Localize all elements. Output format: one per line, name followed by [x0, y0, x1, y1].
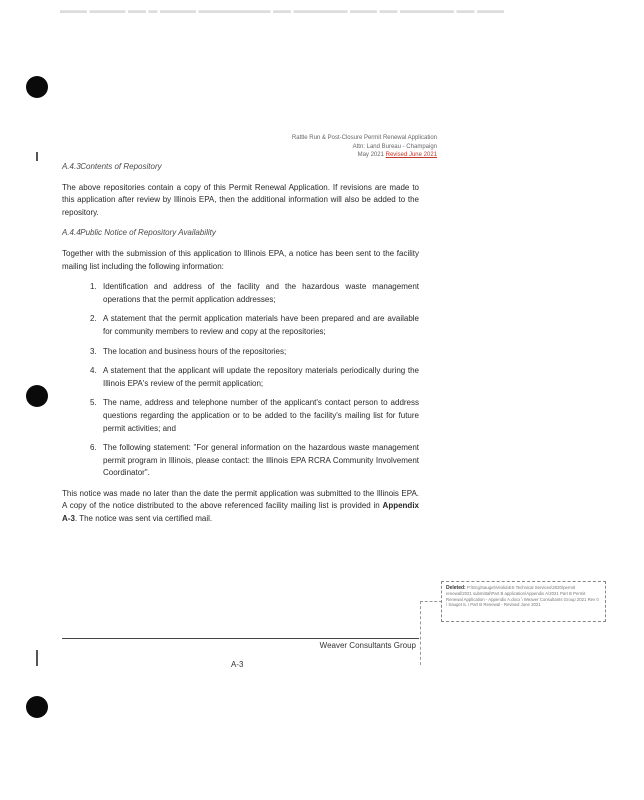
section-number: A.4.3: [62, 162, 81, 171]
section-number: A.4.4: [62, 228, 81, 238]
paragraph-contents: The above repositories contain a copy of this Permit Renewal Application. If revisions are made to this application after review by Illinois EPA, then the additional information will also be added to the repository.: [62, 182, 419, 217]
list-item: 6. The following statement: "For general information on the hazardous waste management permit program in Illinois, please contact: the Illinois EPA RCRA Community Involvement Coordinator".: [90, 443, 419, 478]
running-header: [292, 134, 437, 160]
deleted-text: P:\Eng\Sauget\Veolia\ES Technical Services\2020\permit renewal\2021 submittal\Part B application\Appendix A\2021 Part B Permit Renewal Application - Appendix A.docx \ Weaver Consultants Group 2021 Rev 0 \ Sauget IL \ Part B Renewal - Revised June 2021: [446, 585, 599, 608]
list-item: 1. Identification and address of the facility and the hazardous waste management operations that the permit application addresses;: [90, 282, 419, 304]
list-item: 3. The location and business hours of the repositories;: [90, 346, 287, 356]
margin-mark: [36, 152, 38, 161]
punch-hole: [26, 76, 48, 98]
header-line-1: Rattle Run & Post-Closure Permit Renewal Application: [291, 135, 437, 141]
comment-connector: [420, 601, 442, 602]
page-number: A-3: [231, 660, 244, 669]
comment-connector: [420, 601, 421, 665]
deleted-comment-balloon[interactable]: [441, 581, 606, 622]
page-body: [62, 161, 419, 534]
punch-hole: [26, 385, 48, 407]
appendix-reference: Appendix A-3: [62, 501, 419, 524]
list-item: 2. A statement that the permit application materials have been prepared and are available for community members to review and copy at the repositories;: [90, 314, 419, 336]
footer-company: Weaver Consultants Group: [319, 641, 416, 650]
paragraph-notice-closing: This notice was made no later than the date the permit application was submitted to the Illinois EPA. A copy of the notice distributed to the above referenced facility mailing list is provided in Appendix A-3. The notice was sent via certified mail.: [62, 488, 419, 524]
list-item: 4. A statement that the applicant will update the repository materials periodically during the Illinois EPA's review of the permit application;: [90, 366, 419, 388]
deleted-label: Deleted:: [446, 585, 466, 591]
revision-date: Revised June 2021: [385, 152, 437, 158]
list-item: 5. The name, address and telephone number of the applicant's contact person to address questions regarding the application or to be added to the facility's mailing list for future permit activities; and: [90, 398, 419, 433]
section-title: Contents of Repository: [80, 162, 162, 171]
header-line-2: Attn: Land Bureau - Champaign: [352, 143, 437, 150]
punch-hole: [26, 696, 48, 718]
scan-artifact: ▬▬▬ ▬▬▬▬ ▬▬ ▬ ▬▬▬▬ ▬▬▬▬▬▬▬▬ ▬▬ ▬▬▬▬▬▬ ▬▬▬ ▬▬ ▬▬▬▬▬▬ ▬▬ ▬▬▬: [60, 5, 505, 15]
notice-items-list: [62, 281, 419, 480]
header-date: May 2021: [357, 152, 384, 158]
paragraph-notice-intro: Together with the submission of this application to Illinois EPA, a notice has been sent to the facility mailing list including the following information:: [62, 248, 419, 271]
margin-mark: [36, 650, 38, 666]
section-heading-public-notice: [62, 227, 419, 240]
header-line-3: [292, 151, 437, 160]
section-heading-contents: [62, 161, 419, 174]
footer-divider: [62, 638, 419, 639]
section-title: Public Notice of Repository Availability: [80, 228, 216, 238]
